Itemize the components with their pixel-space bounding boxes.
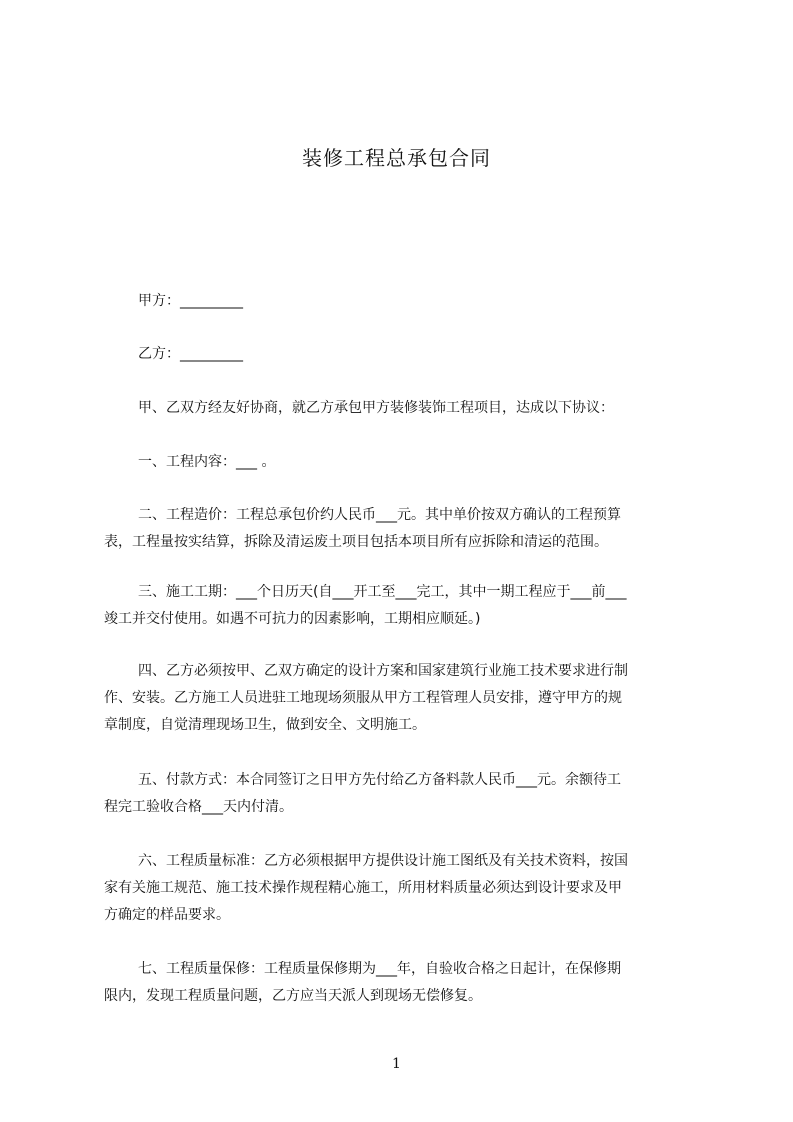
clause-5 <box>104 767 704 821</box>
page-number: 1 <box>392 1056 401 1072</box>
party-a-line: 甲方：_________ <box>138 293 243 309</box>
clause-1: 一、工程内容：___ 。 <box>138 454 276 470</box>
clause-6-line-1: 六、工程质量标准：乙方必须根据甲方提供设计施工图纸及有关技术资料，按国 <box>138 853 628 869</box>
clause-2-line-2: 表，工程量按实结算，拆除及清运废土项目包括本项目所有应拆除和清运的范围。 <box>104 534 608 550</box>
clause-3 <box>104 579 704 633</box>
clause-5-line-1: 五、付款方式：本合同签订之日甲方先付给乙方备料款人民币___元。余额待工 <box>138 772 621 788</box>
clause-7-line-1: 七、工程质量保修：工程质量保修期为___年，自验收合格之日起计，在保修期 <box>138 961 621 977</box>
clause-5-line-2: 程完工验收合格___天内付清。 <box>104 799 293 815</box>
clause-4-line-1: 四、乙方必须按甲、乙双方确定的设计方案和国家建筑行业施工技术要求进行制 <box>138 663 628 679</box>
clause-6-line-2: 家有关施工规范、施工技术操作规程精心施工，所用材料质量必须达到设计要求及甲 <box>104 880 622 896</box>
clause-3-line-1: 三、施工工期：___个日历天(自___开工至___完工，其中一期工程应于___前___ <box>138 584 627 600</box>
clause-4-line-3: 章制度，自觉清理现场卫生，做到安全、文明施工。 <box>104 717 426 733</box>
intro-paragraph: 甲、乙双方经友好协商，就乙方承包甲方装修装饰工程项目，达成以下协议： <box>138 400 614 416</box>
clause-6-line-3: 方确定的样品要求。 <box>104 907 230 923</box>
clause-6 <box>104 848 704 929</box>
clause-2-line-1: 二、工程造价：工程总承包价约人民币___元。其中单价按双方确认的工程预算 <box>138 507 621 523</box>
clause-4 <box>104 658 704 739</box>
party-b-line: 乙方：_________ <box>138 346 243 362</box>
clause-2 <box>104 502 704 556</box>
page-title: 装修工程总承包合同 <box>302 146 491 170</box>
clause-3-line-2: 竣工并交付使用。如遇不可抗力的因素影响，工期相应顺延。) <box>104 611 481 627</box>
clause-4-line-2: 作、安装。乙方施工人员进驻工地现场须服从甲方工程管理人员安排，遵守甲方的规 <box>104 690 622 706</box>
clause-7 <box>104 956 704 1010</box>
clause-7-line-2: 限内，发现工程质量问题，乙方应当天派人到现场无偿修复。 <box>104 988 482 1004</box>
